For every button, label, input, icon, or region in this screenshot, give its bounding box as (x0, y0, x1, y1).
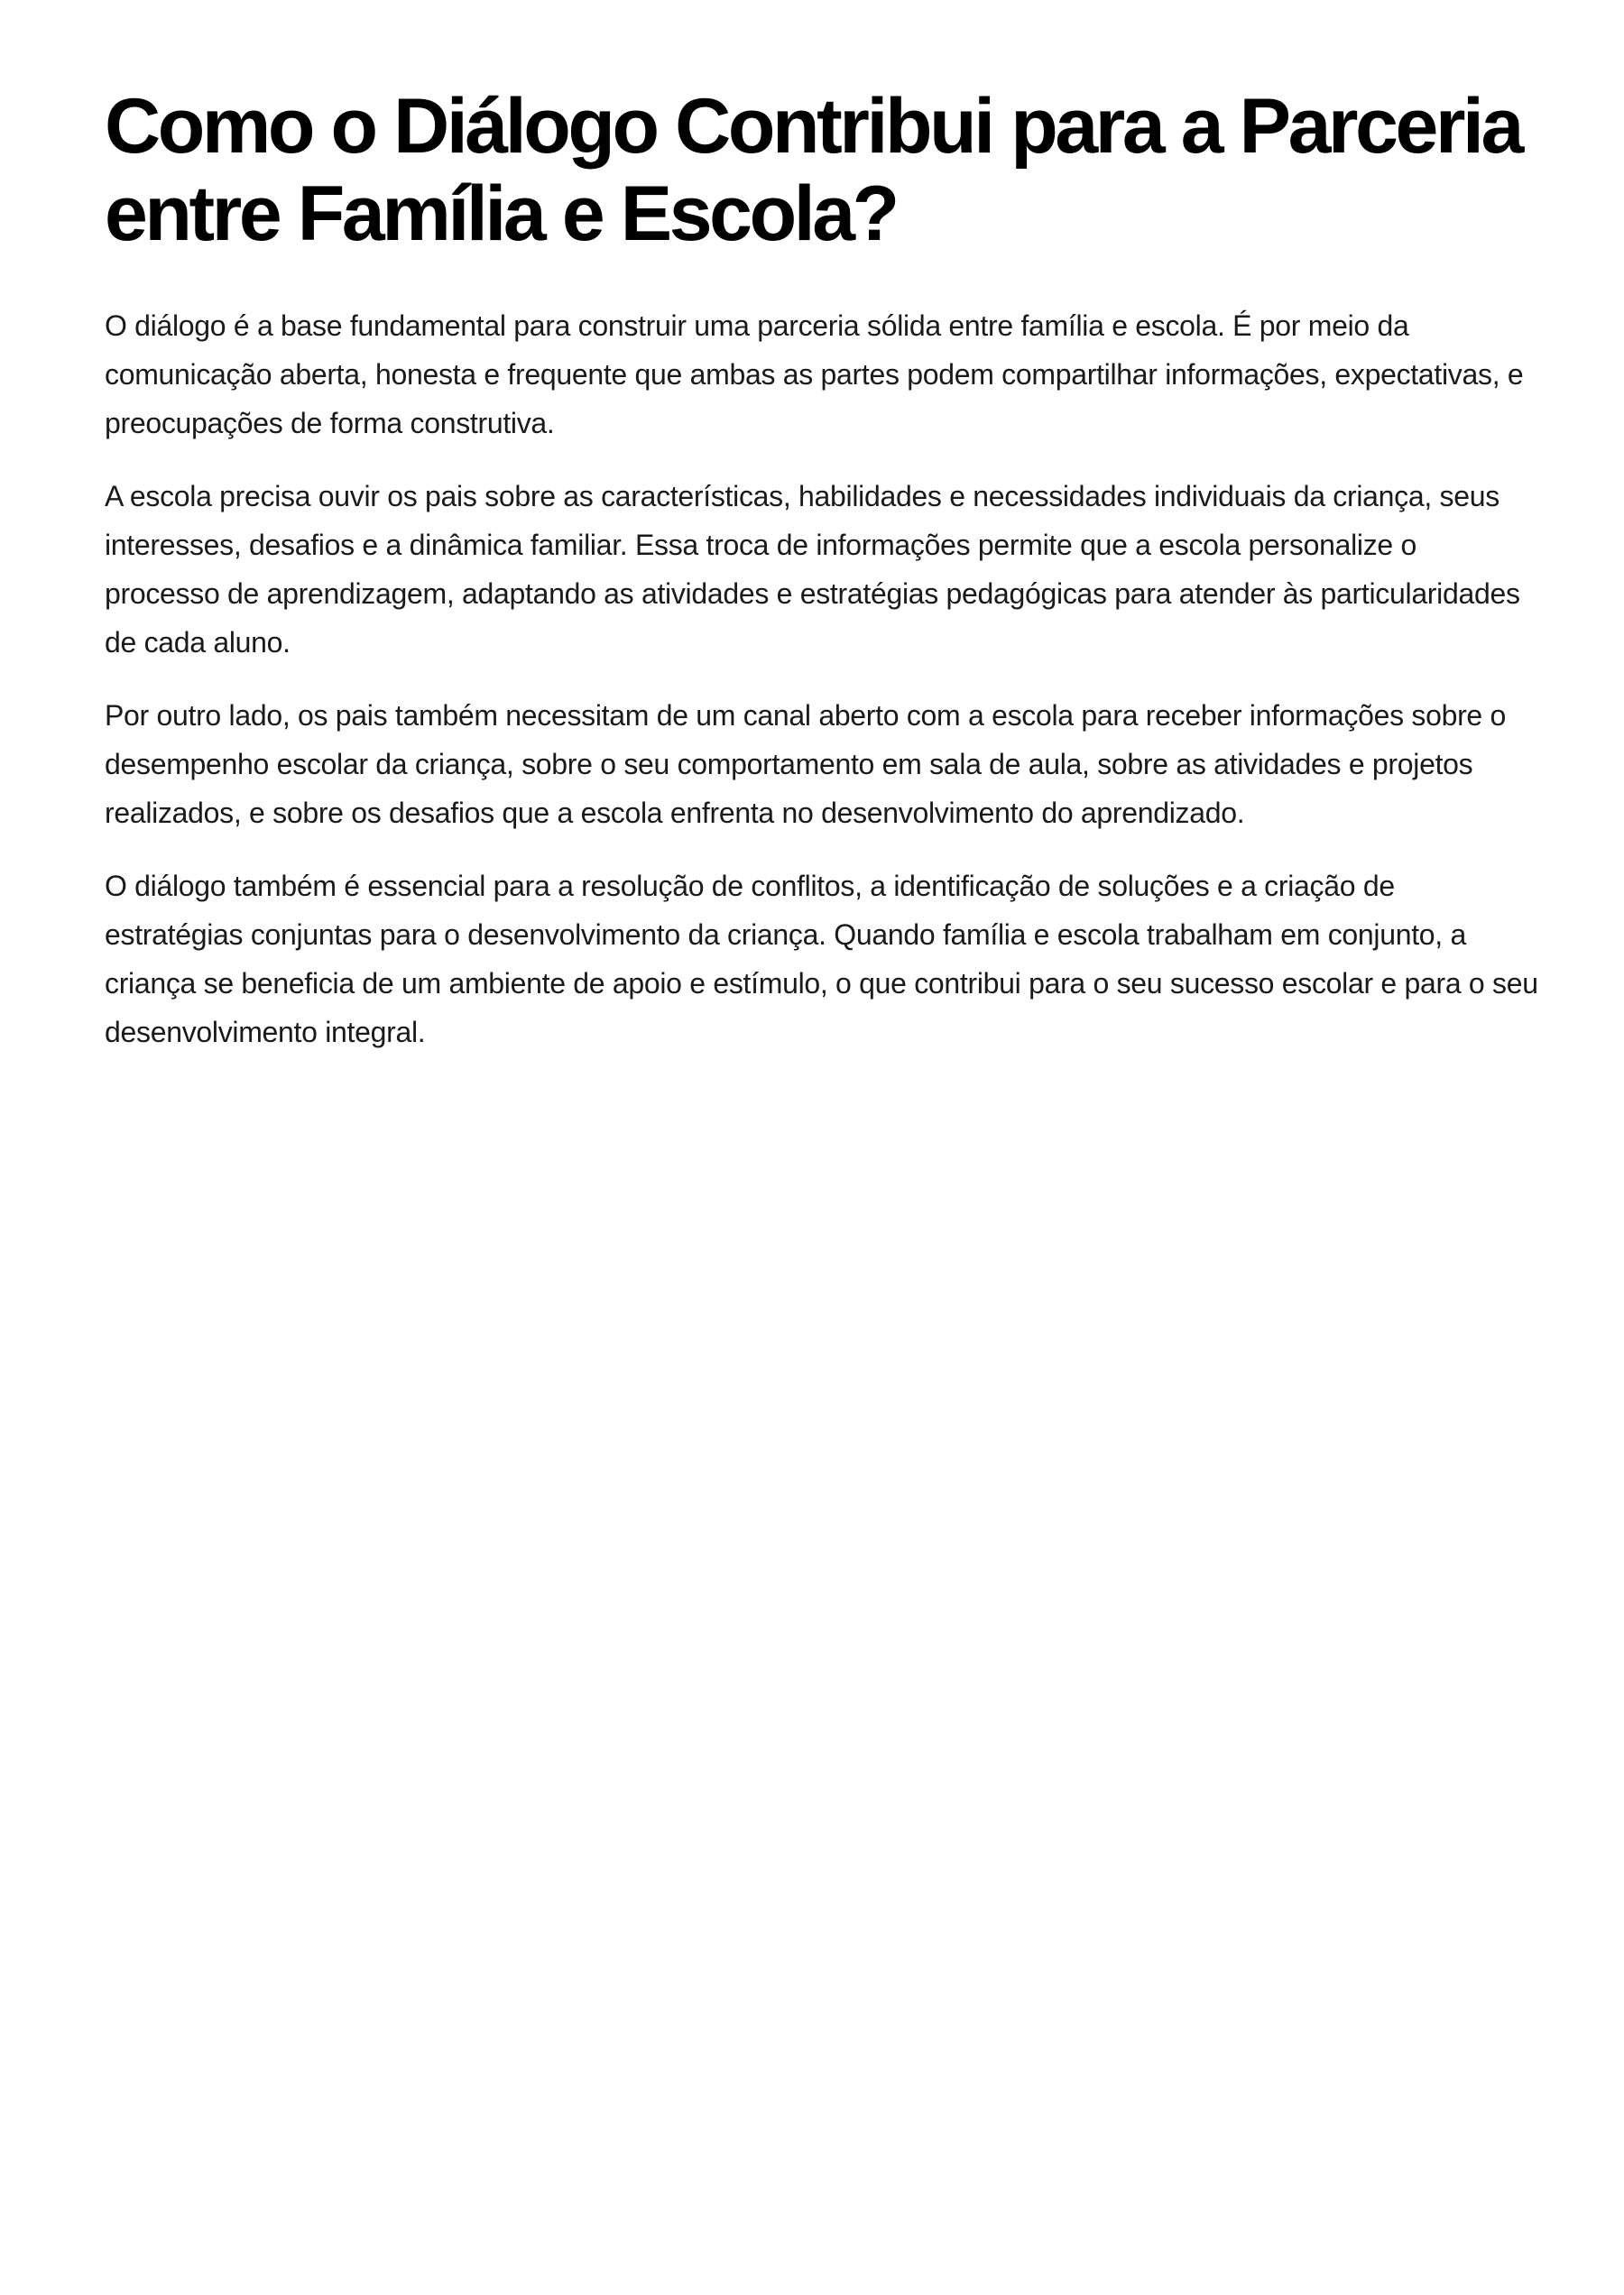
paragraph-1: O diálogo é a base fundamental para construir uma parceria sólida entre família e escola. É por meio da comunicação aberta, honesta e frequente que ambas as partes podem compartilhar informações, expectativas, e preocupações de forma construtiva. (105, 309, 1524, 439)
document-content (105, 83, 1539, 1081)
paragraph-4: O diálogo também é essencial para a resolução de conflitos, a identificação de soluções e a criação de estratégias conjuntas para o desenvolvimento da criança. Quando família e escola trabalham em conjunto, a criança se beneficia de um ambiente de apoio e estímulo, o que contribui para o seu sucesso escolar e para o seu desenvolvimento integral. (105, 870, 1538, 1048)
paragraph-3: Por outro lado, os pais também necessitam de um canal aberto com a escola para receber informações sobre o desempenho escolar da criança, sobre o seu comportamento em sala de aula, sobre as atividades e projetos realizados, e sobre os desafios que a escola enfrenta no desenvolvimento do aprendizado. (105, 699, 1507, 829)
page-title: Como o Diálogo Contribui para a Parceria entre Família e Escola? (105, 83, 1521, 257)
document-body (105, 301, 1539, 1056)
paragraph-2: A escola precisa ouvir os pais sobre as características, habilidades e necessidades individuais da criança, seus interesses, desafios e a dinâmica familiar. Essa troca de informações permite que a escola personalize o processo de aprendizagem, adaptando as atividades e estratégias pedagógicas para atender às particularidades de cada aluno. (105, 480, 1520, 659)
